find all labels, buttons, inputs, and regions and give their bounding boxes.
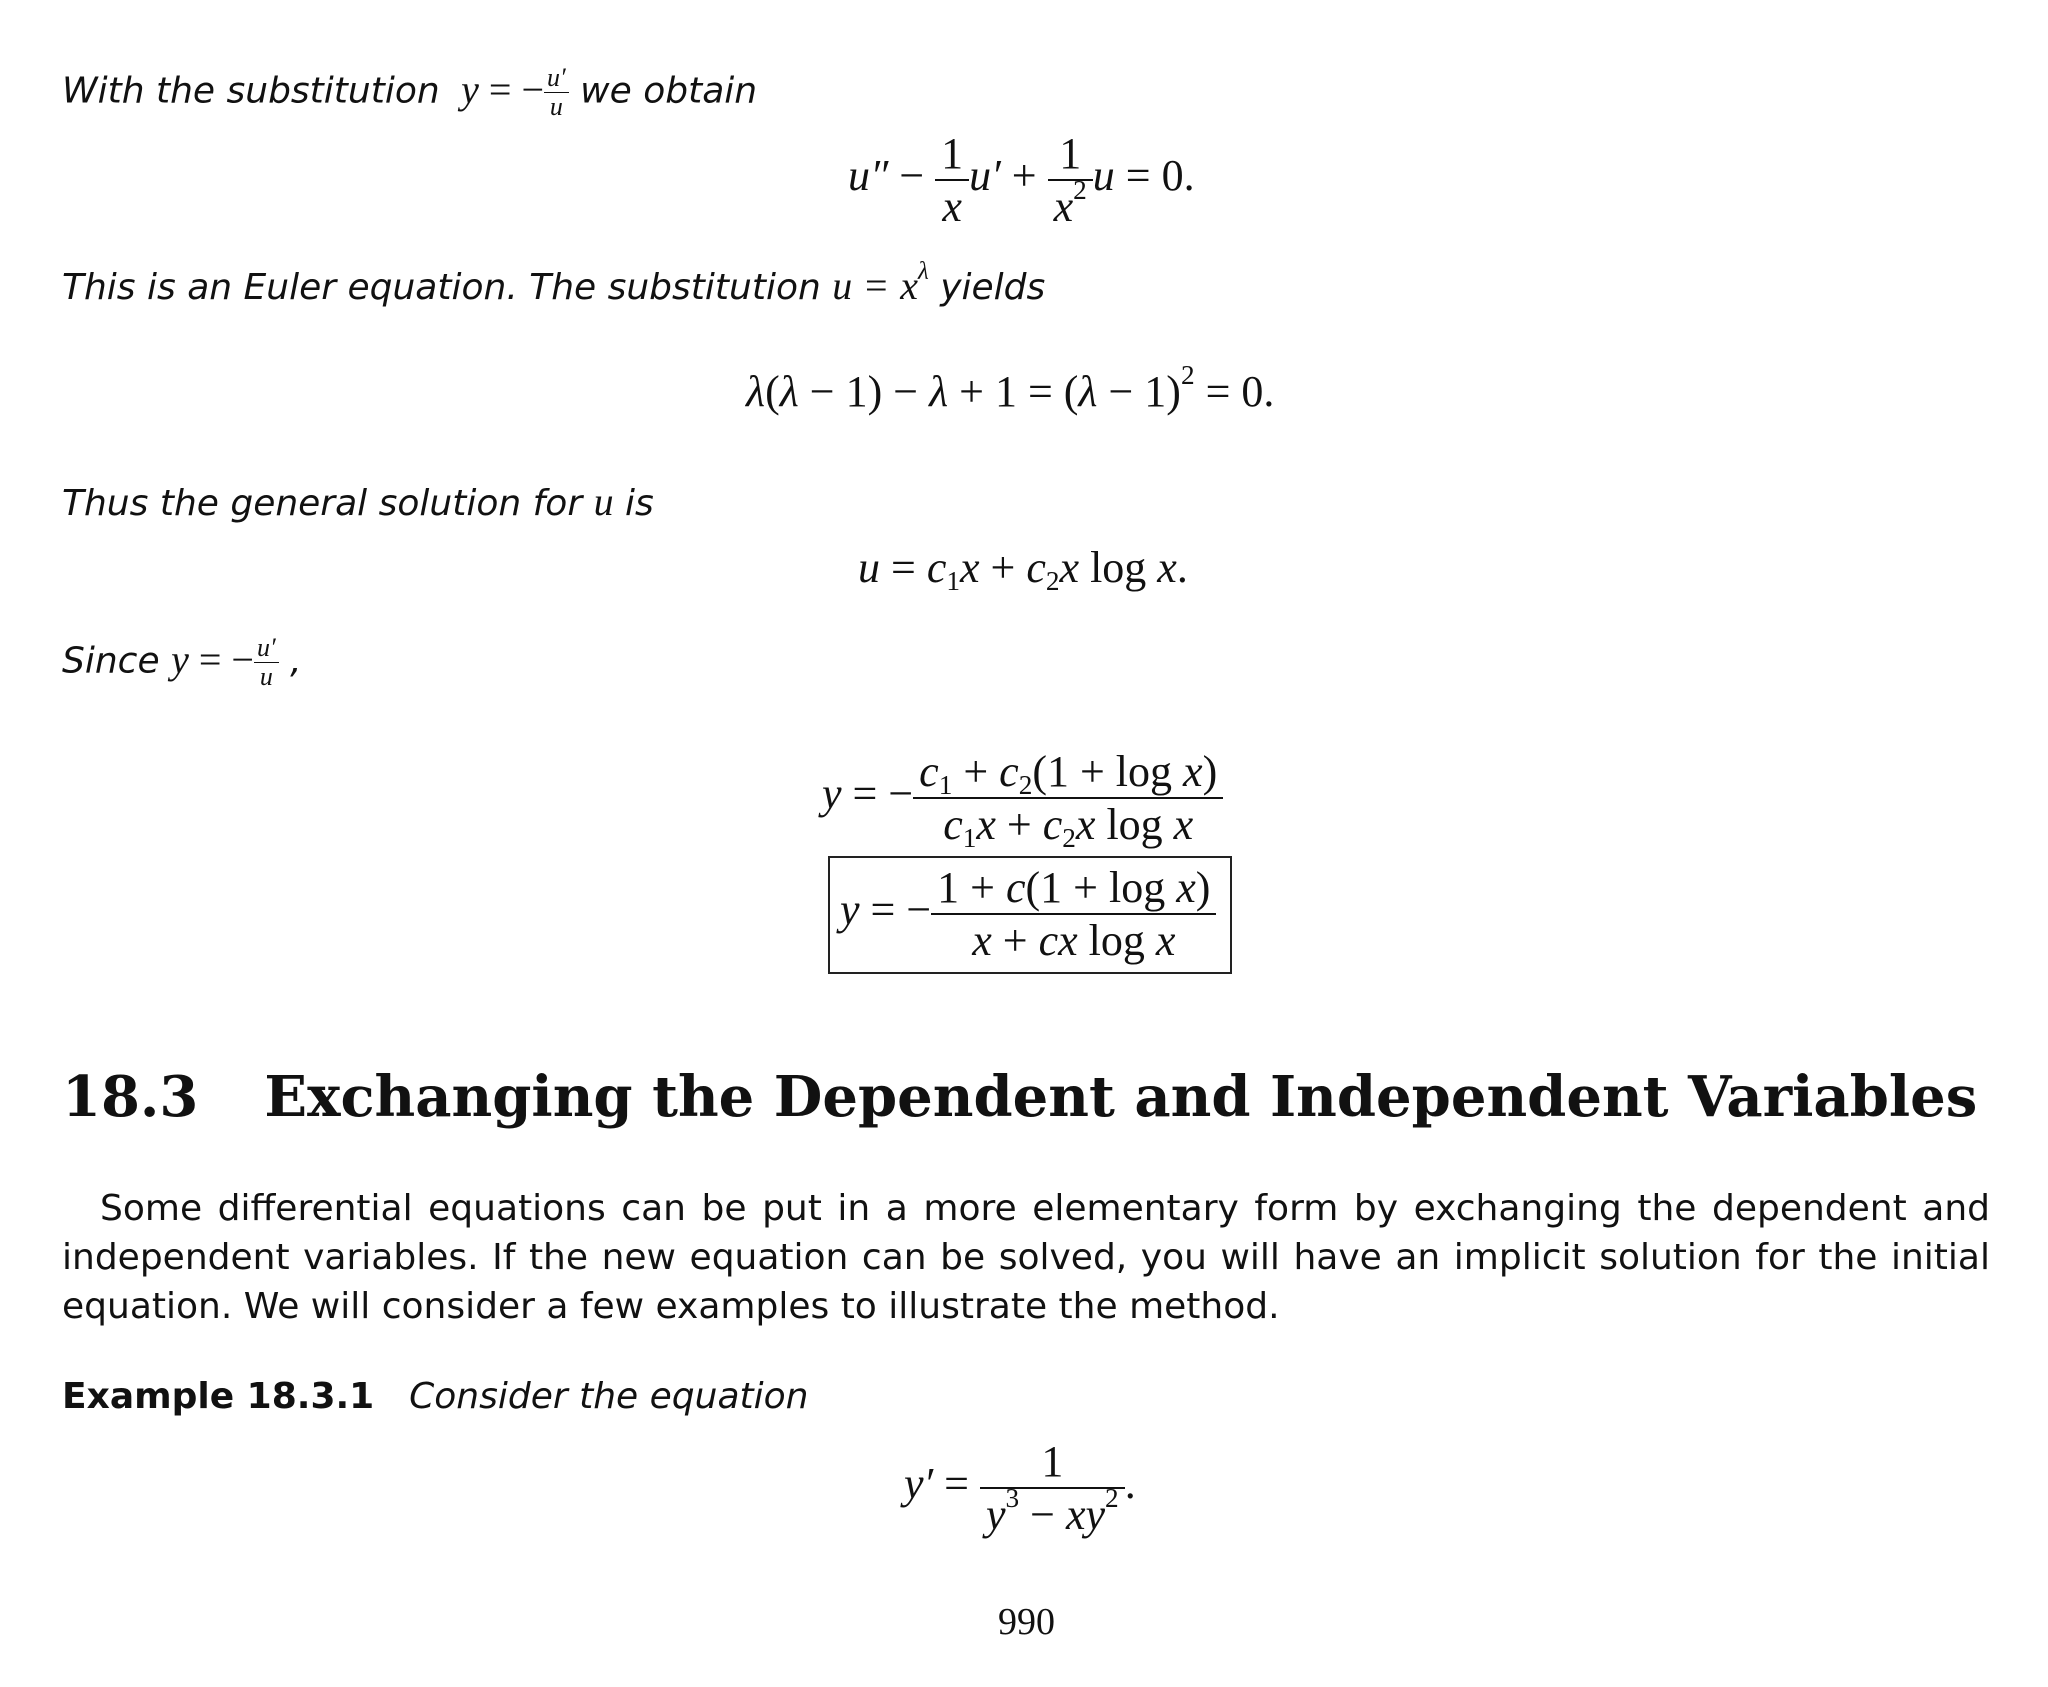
equation-y-solution: y = − $\frac{c_1 + c_2(1 + \log x)}{c_1x + c_2x \log x}$ (822, 746, 1223, 850)
text-line-substitution (62, 64, 757, 121)
example-label: Example 18.3.1 (62, 1376, 375, 1417)
example-line (62, 1376, 808, 1417)
equation-y-boxed-result: y = − $\frac{\text{1 + c(1 + log x)}}{\text{x + cx log x}}$ (828, 856, 1232, 974)
text-line-since (62, 634, 302, 691)
text-euler-equation: This is an Euler equation. The substitution (62, 267, 821, 308)
inline-math-y-substitution: y = − $\frac{u'}{u}$ (171, 641, 290, 682)
text-comma: , (290, 640, 302, 682)
page-number: 990 (998, 1601, 1055, 1643)
equation-characteristic: $\lambda(\lambda - 1) - \lambda + 1 = (\lambda - 1)^2 = 0$. (746, 360, 1275, 416)
text-yields: yields (940, 267, 1046, 308)
section-paragraph: Some differential equations can be put in a more elementary form by exchanging the dependent and independent variables. If the new equation can be solved, you will have an implicit solution for the initial equation. We will consider a few examples to illustrate the method. (62, 1188, 1990, 1327)
equation-example-ode: y′ = $\frac{1}{y^3 - xy^2}$ . (904, 1437, 1136, 1539)
inline-math-u: u (593, 479, 614, 524)
text-with-substitution: With the substitution (62, 70, 440, 112)
text-line-general-solution (62, 478, 654, 525)
section-title: Exchanging the Dependent and Independent Variables (264, 1064, 1978, 1130)
text-we-obtain: we obtain (580, 70, 758, 112)
text-since: Since (62, 640, 160, 682)
inline-math-substitution: y = − $\frac{u'}{u}$ (451, 71, 580, 112)
inline-math-u-x-lambda: $u = x^\lambda$ (832, 258, 929, 308)
section-heading (62, 1064, 1977, 1130)
text-general-solution-for: Thus the general solution for (62, 483, 583, 524)
equation-u-general: $u = c_1x + c_2x$ log x. (858, 543, 1188, 597)
text-line-euler (62, 258, 1046, 309)
equation-u-second-order: u″ − $\frac{1}{x}$ u′ + $\frac{1}{x^2}$ u = 0. (848, 129, 1195, 231)
example-text: Consider the equation (409, 1376, 809, 1417)
text-is: is (625, 483, 654, 524)
section-number: 18.3 (62, 1064, 199, 1130)
